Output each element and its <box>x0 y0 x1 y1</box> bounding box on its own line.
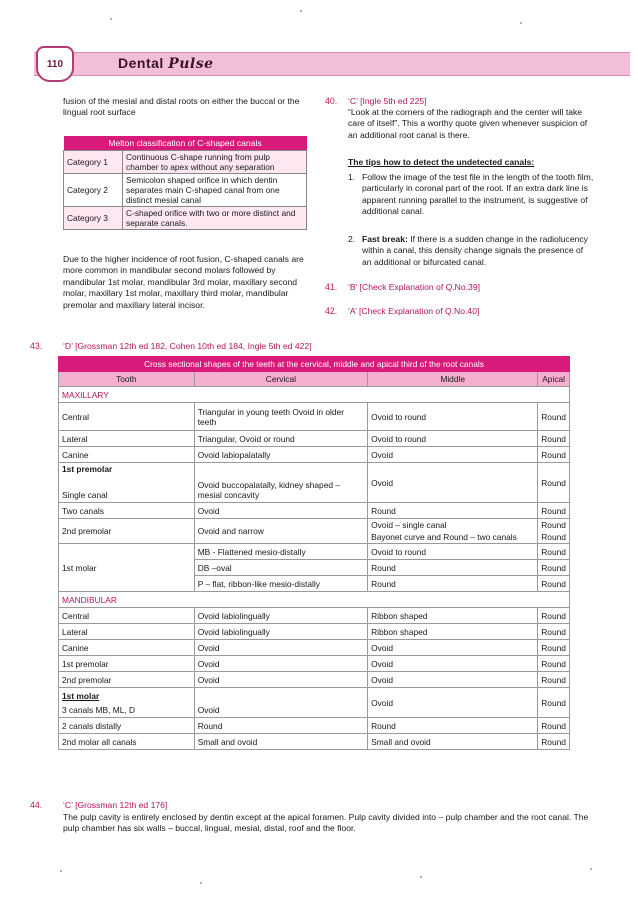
table-row: 1st molar MB - Flattened mesio-distally Ovoid to round Round <box>59 544 570 560</box>
table-row: DB –oval Round Round <box>59 560 570 576</box>
scan-speck <box>590 868 592 870</box>
scan-speck <box>420 876 422 878</box>
tips-heading: The tips how to detect the undetected canals: <box>348 157 535 167</box>
table-row: 1st premolar Ovoid Ovoid Round <box>59 656 570 672</box>
table-row: Lateral Triangular, Ovoid or round Ovoid to round Round <box>59 431 570 447</box>
q43-answer: ‘D’ [Grossman 12th ed 182, Cohen 10th ed 184, Ingle 5th ed 422] <box>63 341 312 351</box>
q44-number: 44. <box>30 800 43 810</box>
q44-answer: ‘C’ [Grossman 12th ed 176] <box>63 800 168 810</box>
book-title: Dental Pulse <box>118 55 214 72</box>
scan-speck <box>300 10 302 12</box>
col-header: Cervical <box>194 372 367 387</box>
col-header: Tooth <box>59 372 195 387</box>
scan-speck <box>60 870 62 872</box>
col-header: Apical <box>538 372 570 387</box>
q44-text: The pulp cavity is entirely enclosed by dentin except at the apical foramen. Pulp cavity divided into – pulp chamber and the root canal. The pulp chamber has six walls – buccal, lingual, mesial, distal, roof and the floor. <box>63 812 589 834</box>
table-row: 2nd premolar Ovoid Ovoid Round <box>59 672 570 688</box>
left-intro: fusion of the mesial and distal roots on either the buccal or the lingual root surface <box>63 96 300 118</box>
col-header: Middle <box>368 372 538 387</box>
pm1-label: 1st premolar <box>62 464 113 474</box>
table-row: Canine Ovoid Ovoid Round <box>59 640 570 656</box>
q40-answer: ‘C’ [Ingle 5th ed 225] <box>348 96 427 106</box>
left-paragraph: Due to the higher incidence of root fusion, C-shaped canals are more common in mandibular second molars followed by mandibular 1st molar, mandibular 3rd molar, maxillary second molar, maxillary 1st molar, maxillary third molar, mandibular premolar and maxillary lateral incisor. <box>63 254 304 310</box>
maxillary-label: MAXILLARY <box>59 387 570 403</box>
table-row: 1st premolar Single canal Ovoid buccopalatally, kidney shaped – mesial concavity Ovoid Round <box>59 463 570 503</box>
q42-number: 42. <box>325 306 338 316</box>
table-row: Category 1 Continuous C-shape running from pulp chamber to apex without any separation <box>64 151 307 174</box>
tip1-text: Follow the image of the test file in the length of the tooth film, particularly in coronal part of the root. If an extra dark line is apparent running parallel to the instrument, is suggestive of additional canal. <box>362 172 594 217</box>
page-number: 110 <box>46 58 64 70</box>
q40-number: 40. <box>325 96 338 106</box>
melton-caption: Melton classification of C-shaped canals <box>64 136 307 151</box>
table-row: 2nd premolar Ovoid and narrow Ovoid – single canal Bayonet curve and Round – two canals Round Round <box>59 519 570 544</box>
q41-answer: ‘B’ [Check Explanation of Q.No.39] <box>348 282 480 292</box>
table-row: 2 canals distally Round Round Round <box>59 718 570 734</box>
q40-quote: “Look at the corners of the radiograph and the center will take care of itself”. This a worthy quote given whenever suspicion of an additional root canal is there. <box>348 107 588 140</box>
table-row: Two canals Ovoid Round Round <box>59 503 570 519</box>
scan-speck <box>200 882 202 884</box>
tip2-number: 2. <box>348 234 356 244</box>
table-row: Lateral Ovoid labiolingually Ribbon shaped Round <box>59 624 570 640</box>
scan-speck <box>520 22 522 24</box>
table-row: Central Triangular in young teeth Ovoid in older teeth Ovoid to round Round <box>59 403 570 431</box>
scan-speck <box>110 18 112 20</box>
table-row: P – flat, ribbon-like mesio-distally Round Round <box>59 576 570 592</box>
q41-number: 41. <box>325 282 338 292</box>
table-row: Category 3 C-shaped orifice with two or more distinct and separate canals. <box>64 207 307 230</box>
mandibular-label: MANDIBULAR <box>59 592 570 608</box>
table-row: Canine Ovoid labiopalatally Ovoid Round <box>59 447 570 463</box>
melton-table <box>63 136 307 230</box>
tooth-page-number-badge <box>36 46 74 82</box>
cross-section-table <box>58 356 570 750</box>
table-row: Category 2 Semicolon shaped orifice in which dentin separates main C-shaped canal from one distinct mesial canal <box>64 174 307 207</box>
mm1-label: 1st molar <box>62 690 100 701</box>
table-row: 1st molar 3 canals MB, ML, D Ovoid Ovoid Round <box>59 688 570 718</box>
book-title-script: Pulse <box>168 56 214 72</box>
tip2-text: Fast break: If there is a sudden change in the radiolucency within a canal, this density change signals the presence of an additional or bifurcated canal. <box>362 234 588 267</box>
cross-caption: Cross sectional shapes of the teeth at the cervical, middle and apical third of the root canals <box>59 357 570 372</box>
q43-number: 43. <box>30 341 43 351</box>
tip1-number: 1. <box>348 172 356 182</box>
table-row: Central Ovoid labiolingually Ribbon shaped Round <box>59 608 570 624</box>
q42-answer: ‘A’ [Check Explanation of Q.No.40] <box>348 306 480 316</box>
m1-label: 1st molar <box>59 544 195 592</box>
table-row: 2nd molar all canals Small and ovoid Small and ovoid Round <box>59 734 570 750</box>
